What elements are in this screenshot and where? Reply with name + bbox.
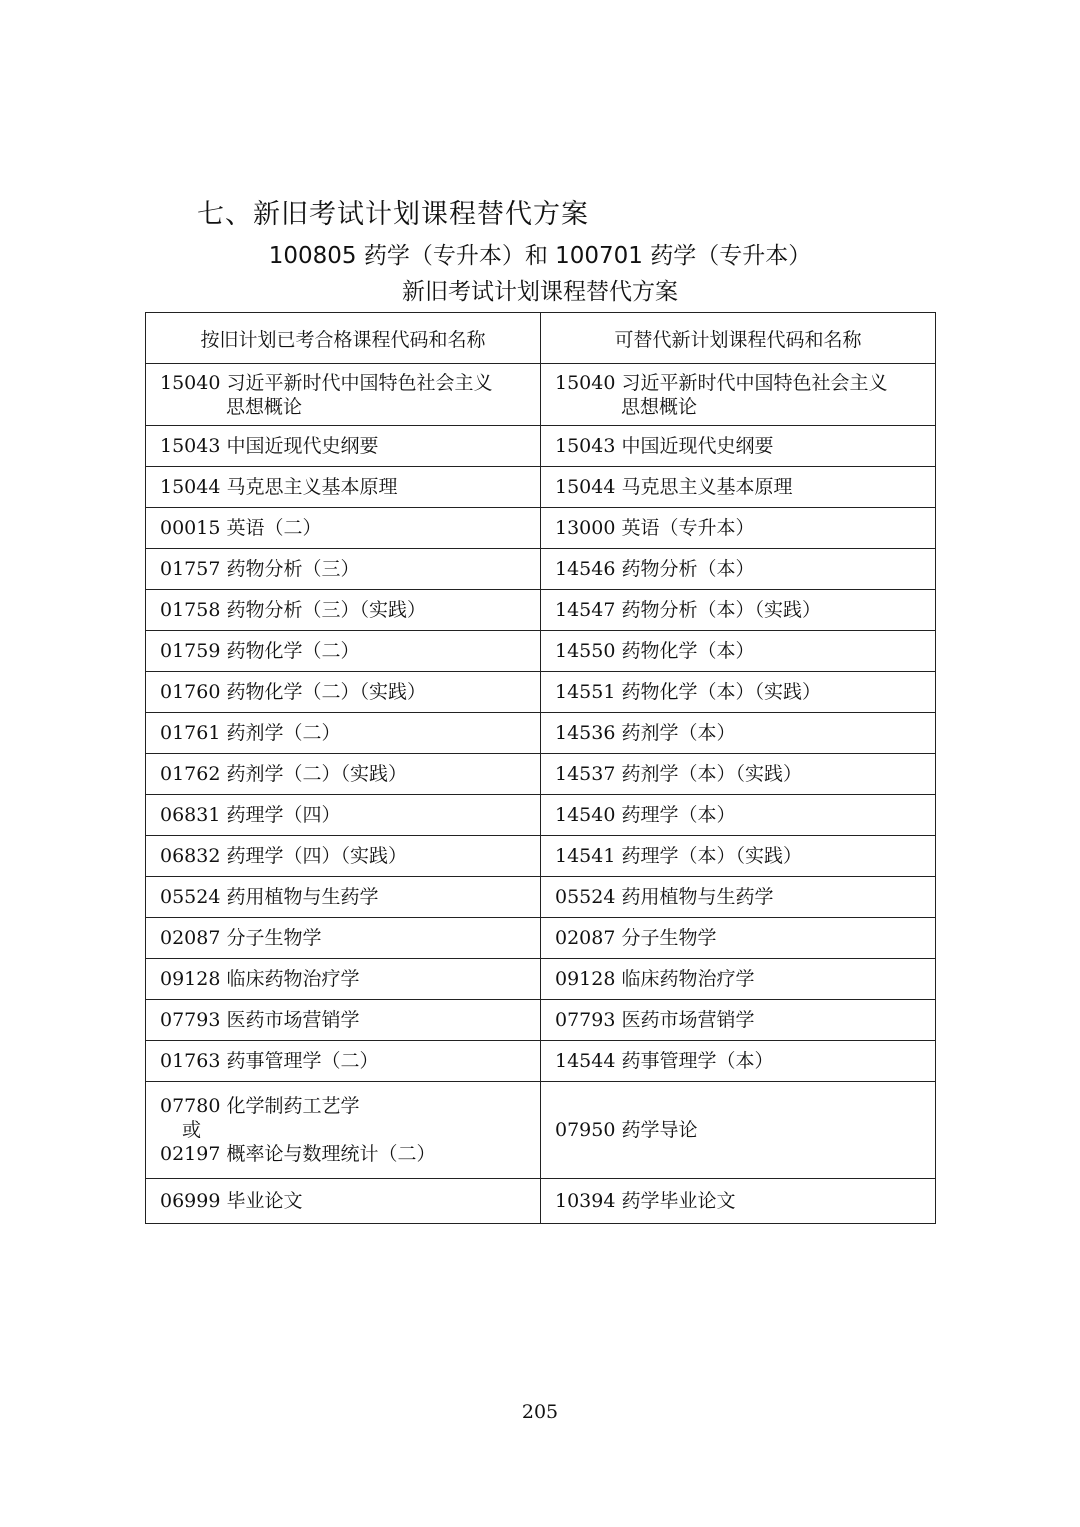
old-course-name: 药事管理学（二）: [226, 1050, 379, 1072]
old-course-option-2: [160, 1142, 526, 1166]
new-course-cell: [541, 467, 936, 508]
old-course-name: 化学制药工艺学: [226, 1095, 360, 1117]
new-course-code: 07950: [555, 1119, 616, 1141]
header-old-plan-course: 按旧计划已考合格课程代码和名称: [146, 313, 541, 364]
old-course-cell: [146, 508, 541, 549]
new-course-name: 临床药物治疗学: [621, 968, 755, 990]
old-course-code: 15040: [160, 371, 221, 394]
old-course-code: 01758: [160, 599, 221, 621]
table-row: [146, 631, 936, 672]
new-course-name: 药理学（本）: [621, 804, 736, 826]
old-course-cell: [146, 549, 541, 590]
new-course-name: 药学导论: [621, 1119, 698, 1141]
table-row: [146, 795, 936, 836]
new-course-cell: [541, 713, 936, 754]
old-course-code: 01760: [160, 681, 221, 703]
new-course-code: 14546: [555, 558, 616, 580]
new-course-code: 14550: [555, 640, 616, 662]
new-course-cell: [541, 1082, 936, 1179]
old-course-option-1: [160, 1094, 526, 1118]
new-course-name: 分子生物学: [621, 927, 717, 949]
table-row: [146, 426, 936, 467]
table-row: [146, 959, 936, 1000]
old-course-name: 药物化学（二）: [226, 640, 360, 662]
table-row: [146, 467, 936, 508]
section-heading: 七、新旧考试计划课程替代方案: [197, 199, 589, 230]
old-course-name: 分子生物学: [226, 927, 322, 949]
old-course-code: 09128: [160, 968, 221, 990]
old-course-code: 06999: [160, 1190, 221, 1212]
new-course-name: 药物化学（本）（实践）: [621, 681, 821, 703]
old-course-name: 马克思主义基本原理: [226, 476, 398, 498]
table-row: [146, 713, 936, 754]
old-course-name-2: 概率论与数理统计（二）: [226, 1143, 436, 1165]
new-course-code: 10394: [555, 1190, 616, 1212]
table-row: [146, 918, 936, 959]
old-course-name: 英语（二）: [226, 517, 322, 539]
new-course-cell: [541, 877, 936, 918]
new-course-name: 药物分析（本）: [621, 558, 755, 580]
new-course-cell: [541, 508, 936, 549]
new-course-code: 14547: [555, 599, 616, 621]
new-course-name: 药用植物与生药学: [621, 886, 774, 908]
new-course-code: 05524: [555, 886, 616, 908]
old-course-cell: [146, 836, 541, 877]
old-course-name: 药物分析（三）: [226, 558, 360, 580]
old-course-code: 00015: [160, 517, 221, 539]
old-course-name: 毕业论文: [226, 1190, 303, 1212]
document-title-line1: 100805 药学（专升本）和 100701 药学（专升本）: [268, 243, 812, 269]
new-course-code: 14537: [555, 763, 616, 785]
old-course-cell: [146, 795, 541, 836]
old-course-code: 01757: [160, 558, 221, 580]
old-course-code: 01763: [160, 1050, 221, 1072]
new-course-code: 15040: [555, 371, 616, 394]
new-course-name: 药学毕业论文: [621, 1190, 736, 1212]
old-course-code: 01762: [160, 763, 221, 785]
new-course-code: 15043: [555, 435, 616, 457]
old-course-cell: [146, 959, 541, 1000]
table-row: [146, 1000, 936, 1041]
old-course-cell: [146, 713, 541, 754]
new-course-name: 药理学（本）（实践）: [621, 845, 802, 867]
new-course-name: 习近平新时代中国特色社会主义: [621, 371, 888, 394]
table-row: [146, 364, 936, 426]
table-header-row: [146, 313, 936, 364]
old-course-cell: [146, 1000, 541, 1041]
new-course-code: 14540: [555, 804, 616, 826]
old-course-code: 15043: [160, 435, 221, 457]
old-course-cell: [146, 1041, 541, 1082]
old-course-code: 07793: [160, 1009, 221, 1031]
new-course-cell: [541, 672, 936, 713]
old-course-name: 医药市场营销学: [226, 1009, 360, 1031]
old-course-name: 药剂学（二）: [226, 722, 341, 744]
old-course-code: 02087: [160, 927, 221, 949]
table-row: [146, 508, 936, 549]
new-course-name: 英语（专升本）: [621, 517, 755, 539]
old-course-code: 01761: [160, 722, 221, 744]
document-title-line2: 新旧考试计划课程替代方案: [402, 279, 678, 305]
new-course-code: 14536: [555, 722, 616, 744]
new-course-code: 13000: [555, 517, 616, 539]
new-course-cell: [541, 754, 936, 795]
old-course-name: 药物分析（三）（实践）: [226, 599, 426, 621]
old-course-cell: [146, 754, 541, 795]
old-course-code: 05524: [160, 886, 221, 908]
new-course-code: 07793: [555, 1009, 616, 1031]
table-row: [146, 672, 936, 713]
old-course-name: 中国近现代史纲要: [226, 435, 379, 457]
new-course-name: 马克思主义基本原理: [621, 476, 793, 498]
new-course-name: 药事管理学（本）: [621, 1050, 774, 1072]
new-course-cell: [541, 590, 936, 631]
new-course-code: 14551: [555, 681, 616, 703]
old-course-name: 临床药物治疗学: [226, 968, 360, 990]
old-course-cell: [146, 426, 541, 467]
old-course-code: 06832: [160, 845, 221, 867]
new-course-code: 14541: [555, 845, 616, 867]
table-row: [146, 1179, 936, 1224]
header-new-plan-course: 可替代新计划课程代码和名称: [541, 313, 936, 364]
old-course-cell: [146, 590, 541, 631]
new-course-code: 15044: [555, 476, 616, 498]
new-course-cell: [541, 1000, 936, 1041]
new-course-cell: [541, 1041, 936, 1082]
old-course-name: 药用植物与生药学: [226, 886, 379, 908]
old-course-code: 01759: [160, 640, 221, 662]
old-course-name: 药剂学（二）（实践）: [226, 763, 407, 785]
new-course-name: 药剂学（本）: [621, 722, 736, 744]
old-course-code: 15044: [160, 476, 221, 498]
new-course-cell: [541, 795, 936, 836]
new-course-cell: [541, 836, 936, 877]
old-course-cell: [146, 918, 541, 959]
old-course-cell: [146, 364, 541, 426]
old-course-code-2: 02197: [160, 1143, 221, 1165]
old-course-code: 06831: [160, 804, 221, 826]
new-course-name: 药物化学（本）: [621, 640, 755, 662]
new-course-name-cont: 思想概论: [621, 395, 698, 418]
old-course-name: 药理学（四）（实践）: [226, 845, 407, 867]
new-course-cell: [541, 364, 936, 426]
new-course-cell: [541, 1179, 936, 1224]
new-course-cell: [541, 631, 936, 672]
page-number: 205: [521, 1401, 559, 1423]
new-course-cell: [541, 549, 936, 590]
table-row: [146, 1041, 936, 1082]
old-course-name: 药理学（四）: [226, 804, 341, 826]
old-course-cell: [146, 467, 541, 508]
new-course-name: 中国近现代史纲要: [621, 435, 774, 457]
new-course-cell: [541, 959, 936, 1000]
old-course-cell: [146, 631, 541, 672]
new-course-name: 医药市场营销学: [621, 1009, 755, 1031]
new-course-name: 药物分析（本）（实践）: [621, 599, 821, 621]
old-course-cell: [146, 877, 541, 918]
old-course-name: 习近平新时代中国特色社会主义: [226, 371, 493, 394]
course-substitution-table: [145, 312, 936, 1224]
table-row: [146, 877, 936, 918]
or-connector: 或: [182, 1119, 202, 1141]
new-course-name: 药剂学（本）（实践）: [621, 763, 802, 785]
old-course-name: 药物化学（二）（实践）: [226, 681, 426, 703]
old-course-code: 07780: [160, 1095, 221, 1117]
old-course-cell: [146, 672, 541, 713]
new-course-code: 09128: [555, 968, 616, 990]
table-row: [146, 1082, 936, 1179]
table-row: [146, 754, 936, 795]
new-course-code: 02087: [555, 927, 616, 949]
table-row: [146, 836, 936, 877]
new-course-cell: [541, 426, 936, 467]
new-course-cell: [541, 918, 936, 959]
old-course-cell: [146, 1082, 541, 1179]
new-course-code: 14544: [555, 1050, 616, 1072]
old-course-name-cont: 思想概论: [226, 395, 303, 418]
table-row: [146, 549, 936, 590]
table-row: [146, 590, 936, 631]
old-course-cell: [146, 1179, 541, 1224]
